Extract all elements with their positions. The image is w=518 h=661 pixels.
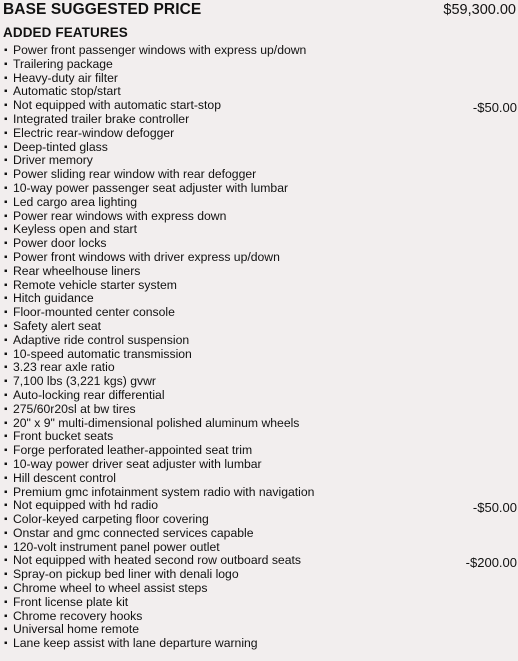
feature-label: Led cargo area lighting [13, 194, 137, 209]
feature-label: Hitch guidance [13, 291, 94, 306]
list-item [4, 141, 518, 155]
list-item [4, 85, 518, 99]
list-item [4, 154, 518, 168]
list-item [4, 472, 518, 486]
bullet-icon: ▪ [4, 610, 8, 622]
feature-label: Trailering package [13, 56, 113, 71]
feature-label: 120-volt instrument panel power outlet [13, 539, 220, 554]
bullet-icon: ▪ [4, 362, 8, 374]
feature-label: Front license plate kit [13, 594, 129, 609]
feature-label: Electric rear-window defogger [13, 125, 175, 140]
feature-text [4, 127, 174, 141]
bullet-icon: ▪ [4, 251, 8, 263]
feature-text [4, 527, 254, 541]
bullet-icon: ▪ [4, 334, 8, 346]
list-item [4, 265, 518, 279]
feature-label: Universal home remote [13, 622, 139, 637]
list-item [4, 292, 518, 306]
features-list [4, 44, 518, 651]
list-item [4, 44, 518, 58]
feature-text [4, 582, 207, 596]
list-item [4, 98, 518, 116]
base-price-row [3, 0, 517, 19]
feature-label: Keyless open and start [13, 222, 137, 237]
list-item [4, 58, 518, 72]
bullet-icon: ▪ [4, 58, 8, 70]
list-item [4, 375, 518, 389]
feature-label: Integrated trailer brake controller [13, 111, 190, 126]
list-item [4, 251, 518, 265]
bullet-icon: ▪ [4, 320, 8, 332]
bullet-icon: ▪ [4, 638, 8, 650]
bullet-icon: ▪ [4, 196, 8, 208]
feature-text [4, 596, 128, 610]
feature-text [4, 389, 165, 403]
feature-text [4, 403, 136, 417]
feature-label: Power front windows with driver express up/down [13, 249, 280, 264]
feature-text [4, 541, 220, 555]
bullet-icon: ▪ [4, 431, 8, 443]
feature-label: Automatic stop/start [13, 84, 121, 99]
feature-text [4, 113, 189, 127]
bullet-icon: ▪ [4, 596, 8, 608]
feature-text [4, 320, 101, 334]
bullet-icon: ▪ [4, 417, 8, 429]
list-item [4, 196, 518, 210]
bullet-icon: ▪ [4, 224, 8, 236]
list-item [4, 486, 518, 500]
list-item [4, 403, 518, 417]
feature-label: Premium gmc infotainment system radio with navigation [13, 484, 315, 499]
feature-text [4, 168, 256, 182]
list-item [4, 210, 518, 224]
list-item [4, 334, 518, 348]
feature-label: Hill descent control [13, 470, 116, 485]
list-item [4, 348, 518, 362]
feature-text [4, 72, 118, 86]
list-item [4, 568, 518, 582]
list-item [4, 430, 518, 444]
bullet-icon: ▪ [4, 389, 8, 401]
bullet-icon: ▪ [4, 182, 8, 194]
list-item [4, 541, 518, 555]
feature-text [4, 99, 221, 113]
list-item [4, 458, 518, 472]
bullet-icon: ▪ [4, 500, 8, 512]
base-price-value: $59,300.00 [443, 1, 516, 18]
feature-label: Lane keep assist with lane departure warning [13, 636, 258, 651]
feature-text [4, 196, 137, 210]
feature-label: Heavy-duty air filter [13, 70, 118, 85]
bullet-icon: ▪ [4, 279, 8, 291]
bullet-icon: ▪ [4, 45, 8, 56]
list-item [4, 610, 518, 624]
bullet-icon: ▪ [4, 72, 8, 84]
list-item [4, 237, 518, 251]
feature-label: Driver memory [13, 153, 93, 168]
bullet-icon: ▪ [4, 472, 8, 484]
bullet-icon: ▪ [4, 514, 8, 526]
feature-text [4, 141, 108, 155]
feature-text [4, 375, 156, 389]
feature-text [4, 458, 262, 472]
feature-label: 7,100 lbs (3,221 kgs) gvwr [13, 374, 156, 389]
feature-text [4, 348, 192, 362]
feature-label: 275/60r20sl at bw tires [13, 401, 136, 416]
feature-text [4, 486, 314, 500]
bullet-icon: ▪ [4, 541, 8, 553]
bullet-icon: ▪ [4, 555, 8, 567]
feature-label: Rear wheelhouse liners [13, 263, 141, 278]
feature-text [4, 154, 93, 168]
bullet-icon: ▪ [4, 348, 8, 360]
feature-label: Floor-mounted center console [13, 305, 175, 320]
feature-label: Power door locks [13, 236, 107, 251]
feature-label: 3.23 rear axle ratio [13, 360, 115, 375]
list-item [4, 444, 518, 458]
list-item [4, 361, 518, 375]
list-item [4, 527, 518, 541]
bullet-icon: ▪ [4, 376, 8, 388]
feature-label: 10-way power passenger seat adjuster with lumbar [13, 180, 289, 195]
feature-text [4, 223, 137, 237]
list-item [4, 127, 518, 141]
feature-text [4, 334, 189, 348]
feature-label: Not equipped with automatic start-stop [13, 98, 221, 113]
feature-text [4, 361, 115, 375]
list-item [4, 320, 518, 334]
feature-label: Adaptive ride control suspension [13, 332, 190, 347]
feature-text [4, 472, 116, 486]
list-item [4, 72, 518, 86]
bullet-icon: ▪ [4, 293, 8, 305]
bullet-icon: ▪ [4, 486, 8, 498]
list-item [4, 553, 518, 571]
feature-label: Spray-on pickup bed liner with denali logo [13, 567, 239, 582]
feature-text [4, 610, 142, 624]
bullet-icon: ▪ [4, 141, 8, 153]
list-item [4, 223, 518, 237]
list-item [4, 596, 518, 610]
feature-label: Front bucket seats [13, 429, 114, 444]
list-item [4, 582, 518, 596]
feature-label: Deep-tinted glass [13, 139, 108, 154]
feature-text [4, 444, 252, 458]
feature-label: Safety alert seat [13, 318, 102, 333]
bullet-icon: ▪ [4, 458, 8, 470]
feature-label: Forge perforated leather-appointed seat trim [13, 443, 253, 458]
feature-text [4, 513, 209, 527]
feature-text [4, 237, 106, 251]
feature-label: Remote vehicle starter system [13, 277, 177, 292]
feature-text [4, 279, 177, 293]
added-features-heading: ADDED FEATURES [3, 25, 128, 40]
bullet-icon: ▪ [4, 527, 8, 539]
bullet-icon: ▪ [4, 127, 8, 139]
list-item [4, 637, 518, 651]
list-item [4, 623, 518, 637]
bullet-icon: ▪ [4, 265, 8, 277]
feature-text [4, 58, 113, 72]
bullet-icon: ▪ [4, 155, 8, 167]
feature-label: Power front passenger windows with express up/down [13, 43, 307, 57]
bullet-icon: ▪ [4, 445, 8, 457]
feature-label: Color-keyed carpeting floor covering [13, 512, 209, 527]
feature-label: Power rear windows with express down [13, 208, 227, 223]
bullet-icon: ▪ [4, 100, 8, 112]
feature-text [4, 44, 306, 58]
feature-text [4, 568, 239, 582]
bullet-icon: ▪ [4, 238, 8, 250]
bullet-icon: ▪ [4, 307, 8, 319]
list-item [4, 513, 518, 527]
feature-price: -$200.00 [465, 555, 517, 571]
bullet-icon: ▪ [4, 583, 8, 595]
bullet-icon: ▪ [4, 86, 8, 98]
feature-text [4, 265, 140, 279]
feature-price: -$50.00 [472, 100, 517, 116]
feature-text [4, 292, 94, 306]
feature-label: 10-way power driver seat adjuster with lumbar [13, 456, 262, 471]
bullet-icon: ▪ [4, 569, 8, 581]
list-item [4, 279, 518, 293]
list-item [4, 182, 518, 196]
base-price-title: BASE SUGGESTED PRICE [3, 0, 202, 18]
list-item [4, 306, 518, 320]
feature-text [4, 306, 175, 320]
feature-label: 20" x 9" multi-dimensional polished aluminum wheels [13, 415, 300, 430]
feature-text [4, 210, 226, 224]
bullet-icon: ▪ [4, 113, 8, 125]
feature-price: -$50.00 [472, 500, 517, 516]
bullet-icon: ▪ [4, 624, 8, 636]
feature-text [4, 182, 288, 196]
feature-text [4, 251, 280, 265]
feature-label: Chrome recovery hooks [13, 608, 143, 623]
feature-label: Not equipped with heated second row outboard seats [13, 553, 301, 568]
bullet-icon: ▪ [4, 169, 8, 181]
feature-label: Onstar and gmc connected services capable [13, 525, 254, 540]
bullet-icon: ▪ [4, 210, 8, 222]
feature-text [4, 85, 121, 99]
list-item [4, 389, 518, 403]
list-item [4, 417, 518, 431]
feature-text [4, 417, 299, 431]
feature-text [4, 554, 301, 568]
feature-text [4, 623, 139, 637]
feature-text [4, 499, 158, 513]
feature-text [4, 637, 258, 651]
bullet-icon: ▪ [4, 403, 8, 415]
feature-label: Not equipped with hd radio [13, 498, 158, 513]
list-item [4, 113, 518, 127]
list-item [4, 498, 518, 516]
feature-label: Auto-locking rear differential [13, 387, 165, 402]
feature-text [4, 430, 113, 444]
list-item [4, 168, 518, 182]
feature-label: Chrome wheel to wheel assist steps [13, 581, 208, 596]
feature-label: Power sliding rear window with rear defogger [13, 167, 257, 182]
feature-label: 10-speed automatic transmission [13, 346, 192, 361]
